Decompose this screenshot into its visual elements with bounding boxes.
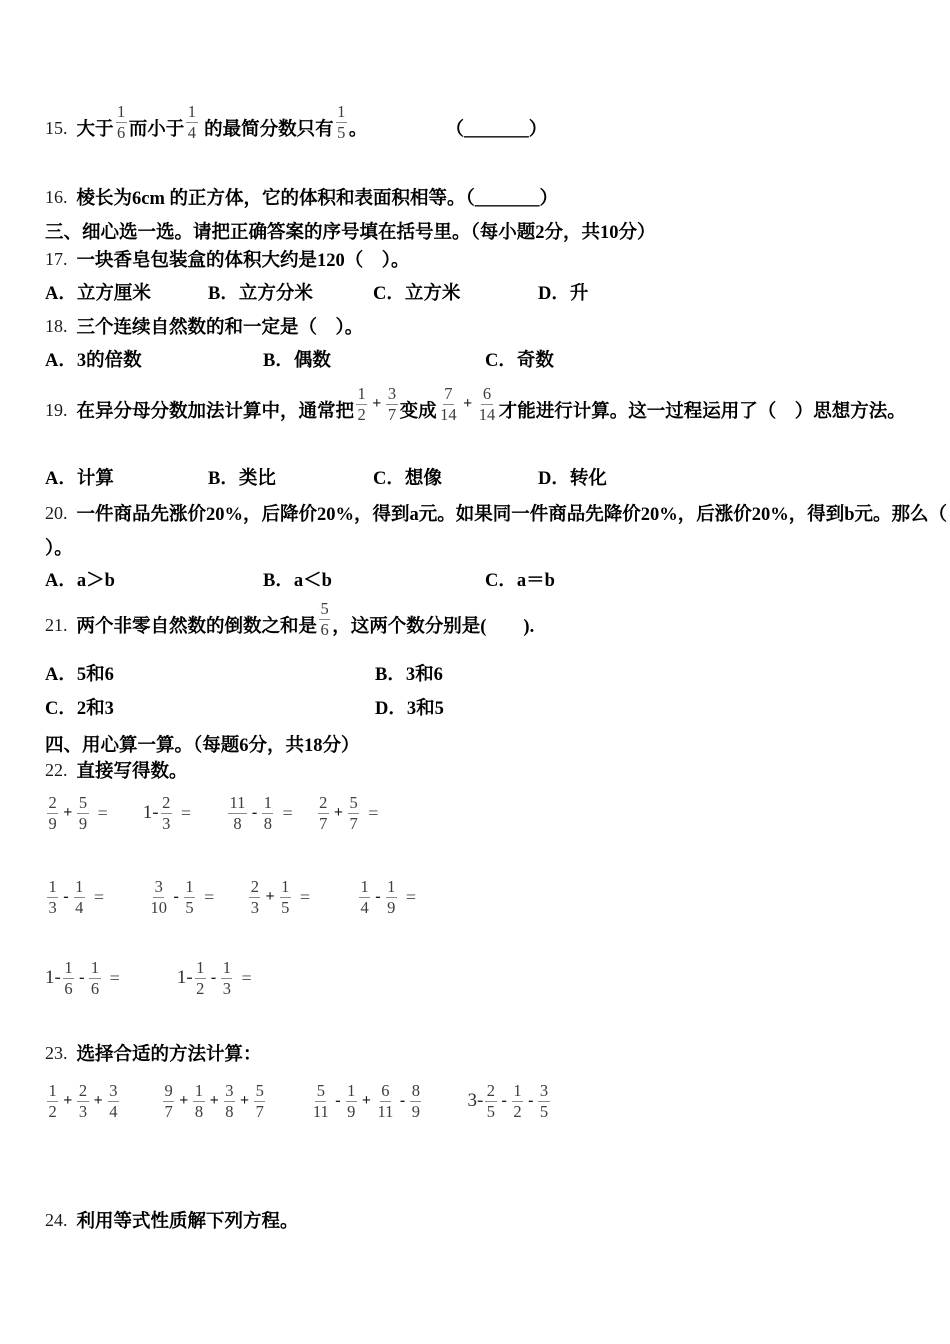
fraction: [63, 958, 74, 998]
text-segment: 三、细心选一选。请把正确答案的序号填在括号里。（每小题2分，共10分）: [45, 223, 656, 243]
q17-option-c: C．立方米: [373, 284, 461, 304]
fraction-numerator: 5: [316, 1081, 325, 1101]
q21-option-b: B．3和6: [375, 665, 443, 685]
text-segment: 选择合适的方法计算：: [76, 1045, 262, 1065]
fraction-denominator: 7: [387, 404, 397, 424]
operator: +: [93, 1092, 103, 1109]
operator: =: [299, 886, 310, 907]
question-number: 15.: [45, 117, 68, 138]
fraction-denominator: 8: [194, 1101, 204, 1121]
text-segment: 3-: [467, 1090, 484, 1111]
operator: =: [368, 802, 379, 823]
operator: -: [528, 1092, 534, 1109]
fraction: [336, 102, 347, 142]
fraction-numerator: 9: [164, 1081, 173, 1101]
text-segment: 才能进行计算。这一过程运用了（ ）思想方法。: [498, 402, 906, 422]
fraction: [376, 1081, 395, 1121]
fraction: [319, 599, 330, 639]
spacer: [423, 1101, 467, 1102]
fraction: [221, 958, 232, 998]
fraction: [193, 1081, 204, 1121]
question-number: 20.: [45, 502, 68, 523]
fraction-denominator: 3: [250, 897, 259, 917]
spacer: [196, 813, 226, 814]
fraction-numerator: 3: [109, 1081, 118, 1101]
fraction-numerator: 1: [281, 877, 290, 897]
text-segment: 两个非零自然数的倒数之和是: [76, 617, 318, 637]
fraction-numerator: 1: [357, 384, 366, 404]
operator: +: [63, 804, 73, 821]
fraction-numerator: 1: [117, 102, 126, 122]
fraction: [77, 793, 88, 833]
fraction-denominator: 14: [478, 404, 496, 424]
fraction: [439, 384, 459, 424]
fraction: [386, 384, 397, 424]
fraction-numerator: 3: [154, 877, 163, 897]
question-20-options: [45, 564, 555, 594]
fraction-numerator: 1: [48, 1081, 57, 1101]
fraction: [47, 877, 58, 917]
operator: -: [501, 1092, 507, 1109]
fraction-numerator: 1: [196, 958, 205, 978]
fraction: [386, 877, 397, 917]
fraction-denominator: 9: [411, 1101, 420, 1121]
text-segment: ，这两个数分别是( ).: [332, 617, 535, 637]
fraction-denominator: 3: [78, 1101, 88, 1121]
fraction-denominator: 9: [78, 813, 88, 833]
q18-option-a: A．3的倍数: [45, 351, 142, 371]
fraction-numerator: 1: [347, 1081, 356, 1101]
fraction-denominator: 11: [312, 1101, 329, 1121]
fraction: [346, 1081, 357, 1121]
fraction-numerator: 7: [444, 384, 453, 404]
fraction: [410, 1081, 421, 1121]
operator: -: [375, 888, 381, 905]
fraction-denominator: 8: [233, 813, 242, 833]
operator: =: [405, 886, 416, 907]
q22-calc-row-1: [45, 783, 383, 843]
operator: -: [251, 804, 258, 821]
q19-option-a: A．计算: [45, 469, 114, 489]
text-segment: ）。: [45, 539, 73, 559]
fraction: [186, 102, 197, 142]
fraction-numerator: 1: [194, 1081, 204, 1101]
fraction: [311, 1081, 330, 1121]
fraction-numerator: 1: [222, 958, 231, 978]
q17-option-d: D．升: [538, 284, 589, 304]
fraction-denominator: 5: [281, 897, 290, 917]
question-18-options: [45, 344, 554, 374]
operator: -: [63, 888, 69, 905]
q20-option-b: B．a＜b: [263, 571, 332, 591]
fraction: [280, 877, 291, 917]
fraction: [77, 1081, 88, 1121]
fraction-denominator: 8: [263, 813, 272, 833]
question-15: [45, 100, 547, 156]
fraction-numerator: 5: [320, 599, 329, 619]
question-16: [45, 182, 558, 212]
fraction-numerator: 5: [349, 793, 358, 813]
operator: +: [333, 804, 344, 821]
text-segment: 棱长为6cm 的正方体，它的体积和表面积相等。（_______）: [76, 189, 558, 209]
fraction-denominator: 11: [377, 1101, 394, 1121]
question-18: [45, 311, 363, 341]
operator: +: [361, 1092, 371, 1109]
fraction: [47, 793, 58, 833]
fraction-numerator: 3: [225, 1081, 234, 1101]
fraction-numerator: 2: [486, 1081, 496, 1101]
fraction-numerator: 1: [64, 958, 73, 978]
fraction-numerator: 2: [78, 1081, 88, 1101]
fraction-numerator: 1: [387, 877, 396, 897]
fraction-denominator: 9: [387, 897, 396, 917]
fraction-denominator: 3: [162, 813, 171, 833]
fraction: [228, 793, 247, 833]
question-number: 16.: [45, 186, 68, 207]
q18-option-c: C．奇数: [485, 351, 554, 371]
spacer: [125, 978, 177, 979]
fraction-denominator: 5: [337, 122, 346, 142]
operator: -: [173, 888, 179, 905]
fraction-denominator: 7: [164, 1101, 173, 1121]
fraction-numerator: 6: [381, 1081, 390, 1101]
question-17-options: [45, 277, 588, 307]
operator: -: [210, 969, 217, 986]
question-20-line-1: [45, 498, 947, 528]
spacer: [109, 897, 147, 898]
text-segment: 的最简分数只有: [199, 120, 334, 140]
q22-calc-row-3: [45, 948, 257, 1008]
spacer: [367, 128, 445, 129]
operator: -: [335, 1092, 341, 1109]
fraction: [161, 793, 172, 833]
q21-option-c: C．2和3: [45, 699, 114, 719]
operator: =: [204, 886, 215, 907]
fraction: [485, 1081, 496, 1121]
question-24: [45, 1205, 299, 1235]
fraction-numerator: 1: [360, 877, 369, 897]
question-21-options-row-1: [45, 658, 443, 688]
fraction-denominator: 9: [347, 1101, 356, 1121]
question-22: [45, 755, 188, 785]
question-number: 18.: [45, 315, 68, 336]
fraction: [224, 1081, 235, 1121]
question-21: [45, 596, 534, 654]
fraction-denominator: 3: [48, 897, 57, 917]
fraction: [348, 793, 359, 833]
fraction-denominator: 6: [64, 978, 73, 998]
operator: =: [241, 967, 252, 988]
operator: +: [265, 888, 275, 905]
text-segment: 一块香皂包装盒的体积大约是120（ ）。: [76, 251, 410, 271]
q23-calc-row: [45, 1070, 552, 1132]
text-segment: 直接写得数。: [76, 762, 188, 782]
fraction-numerator: 1: [513, 1081, 522, 1101]
operator: +: [63, 1092, 73, 1109]
q17-option-b: B．立方分米: [208, 284, 313, 304]
fraction-denominator: 6: [117, 122, 126, 142]
fraction-denominator: 6: [90, 978, 100, 998]
fraction: [512, 1081, 523, 1121]
question-21-options-row-2: [45, 692, 444, 722]
text-segment: 1-: [176, 967, 193, 988]
spacer: [121, 1101, 161, 1102]
fraction: [108, 1081, 119, 1121]
fraction: [356, 384, 367, 424]
fraction: [116, 102, 127, 142]
question-number: 24.: [45, 1209, 68, 1230]
q17-option-a: A．立方厘米: [45, 284, 151, 304]
fraction-numerator: 11: [229, 793, 246, 813]
question-19-options: [45, 462, 607, 492]
fraction-denominator: 4: [75, 897, 84, 917]
fraction-denominator: 10: [150, 897, 167, 917]
fraction: [477, 384, 497, 424]
text-segment: 三个连续自然数的和一定是（ ）。: [76, 318, 364, 338]
question-17: [45, 244, 410, 274]
spacer: [267, 1101, 309, 1102]
fraction-numerator: 5: [255, 1081, 264, 1101]
q19-option-c: C．想像: [373, 469, 442, 489]
q21-option-a: A．5和6: [45, 665, 114, 685]
operator: =: [93, 886, 104, 907]
question-23: [45, 1038, 262, 1068]
fraction-denominator: 6: [320, 619, 329, 639]
fraction-denominator: 2: [48, 1101, 57, 1121]
fraction-denominator: 3: [222, 978, 231, 998]
fraction-numerator: 1: [185, 877, 194, 897]
operator: =: [180, 802, 192, 823]
fraction-numerator: 6: [482, 384, 492, 404]
question-number: 22.: [45, 759, 68, 780]
fraction-numerator: 1: [75, 877, 84, 897]
fraction: [47, 1081, 58, 1121]
fraction-numerator: 1: [90, 958, 100, 978]
q18-option-b: B．偶数: [263, 351, 331, 371]
question-20-line-2: [45, 532, 73, 562]
text-segment: 变成: [399, 402, 437, 422]
question-number: 19.: [45, 399, 68, 420]
q20-option-c: C．a＝b: [485, 571, 555, 591]
text-segment: 一件商品先涨价20%，后降价20%，得到a元。如果同一件商品先降价20%，后涨价20%，得到b元。那么（: [76, 505, 948, 525]
fraction-denominator: 5: [539, 1101, 549, 1121]
fraction-denominator: 5: [486, 1101, 496, 1121]
fraction-numerator: 1: [337, 102, 346, 122]
question-number: 21.: [45, 614, 68, 635]
operator: =: [282, 802, 293, 823]
spacer: [298, 813, 316, 814]
q19-option-d: D．转化: [538, 469, 607, 489]
fraction-denominator: 2: [357, 404, 366, 424]
operator: +: [372, 395, 382, 412]
fraction-denominator: 7: [349, 813, 358, 833]
text-segment: 1-: [45, 967, 61, 988]
fraction-numerator: 1: [263, 793, 272, 813]
fraction-numerator: 2: [162, 793, 171, 813]
operator: -: [399, 1092, 406, 1109]
fraction-numerator: 5: [78, 793, 88, 813]
fraction: [318, 793, 329, 833]
fraction-numerator: 1: [48, 877, 57, 897]
operator: +: [179, 1092, 189, 1109]
spacer: [315, 897, 357, 898]
fraction-denominator: 7: [319, 813, 328, 833]
text-segment: 大于: [76, 120, 114, 140]
fraction-numerator: 2: [48, 793, 57, 813]
fraction: [74, 877, 85, 917]
fraction-denominator: 8: [225, 1101, 234, 1121]
operator: =: [109, 967, 120, 988]
spacer: [219, 897, 247, 898]
question-19: [45, 381, 906, 439]
fraction-denominator: 4: [109, 1101, 118, 1121]
fraction-denominator: 14: [440, 404, 457, 424]
fraction-numerator: 2: [250, 877, 259, 897]
fraction: [89, 958, 100, 998]
text-segment: 四、用心算一算。（每题6分，共18分）: [45, 736, 360, 756]
fraction-denominator: 2: [513, 1101, 522, 1121]
fraction-denominator: 9: [48, 813, 57, 833]
fraction-numerator: 2: [319, 793, 328, 813]
fraction-numerator: 3: [539, 1081, 549, 1101]
fraction: [249, 877, 260, 917]
fraction-denominator: 4: [187, 122, 197, 142]
text-segment: 而小于: [128, 120, 185, 140]
fraction: [538, 1081, 549, 1121]
text-segment: 1-: [142, 802, 159, 823]
fraction-denominator: 7: [255, 1101, 264, 1121]
fraction: [149, 877, 169, 917]
fraction-numerator: 1: [187, 102, 197, 122]
operator: +: [463, 395, 473, 412]
fraction: [254, 1081, 265, 1121]
q22-calc-row-2: [45, 867, 421, 927]
operator: +: [209, 1092, 219, 1109]
spacer: [113, 813, 143, 814]
operator: +: [240, 1092, 250, 1109]
q19-option-b: B．类比: [208, 469, 276, 489]
question-number: 23.: [45, 1042, 68, 1063]
text-segment: 。: [348, 120, 368, 140]
fraction-numerator: 8: [411, 1081, 420, 1101]
fraction: [262, 793, 273, 833]
question-number: 17.: [45, 248, 68, 269]
section-3-header: [45, 216, 656, 246]
fraction: [359, 877, 370, 917]
q20-option-a: A．a＞b: [45, 571, 115, 591]
fraction-denominator: 2: [196, 978, 205, 998]
fraction: [195, 958, 206, 998]
fraction-numerator: 3: [387, 384, 397, 404]
fraction: [163, 1081, 174, 1121]
operator: =: [97, 802, 108, 823]
text-segment: （_______）: [445, 120, 548, 140]
fraction-denominator: 5: [185, 897, 194, 917]
text-segment: 利用等式性质解下列方程。: [76, 1212, 299, 1232]
fraction-denominator: 4: [360, 897, 369, 917]
q21-option-d: D．3和5: [375, 699, 444, 719]
operator: -: [79, 969, 85, 986]
text-segment: 在异分母分数加法计算中，通常把: [76, 402, 355, 422]
fraction: [184, 877, 195, 917]
